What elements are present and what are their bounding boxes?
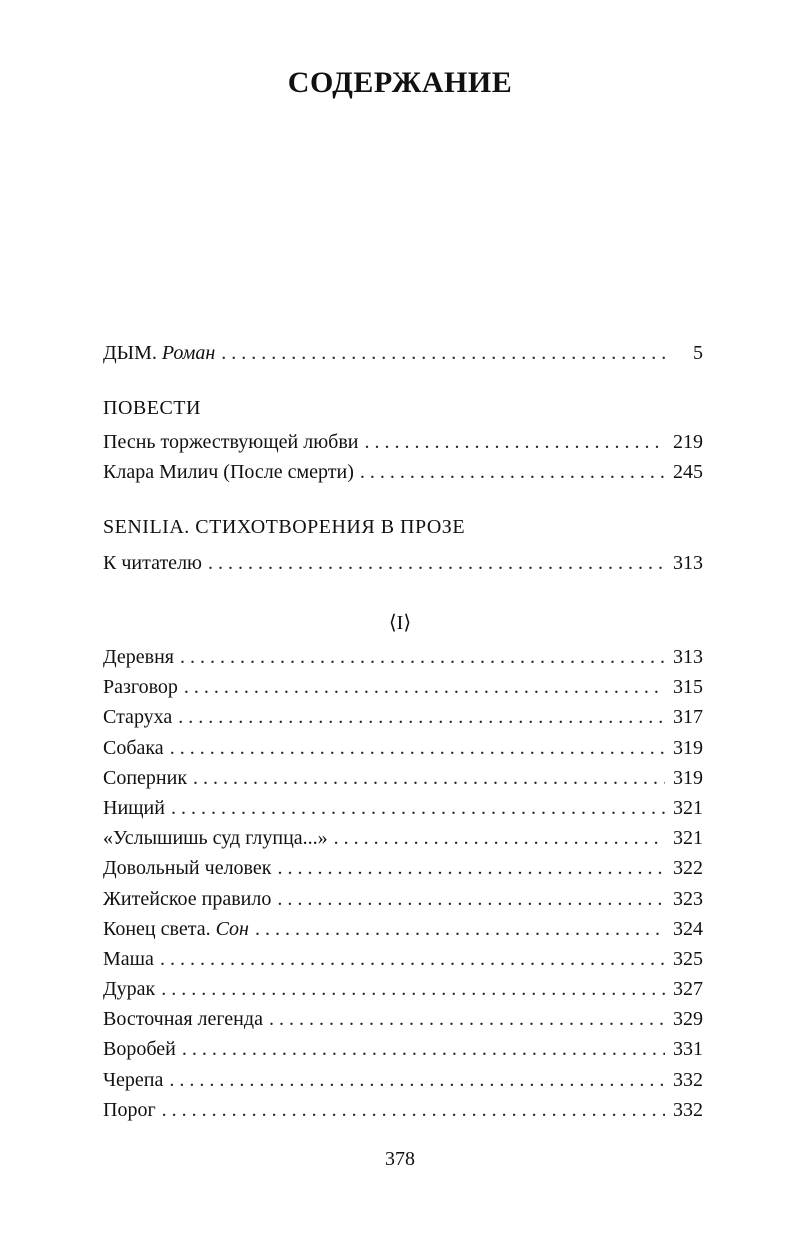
toc-entry[interactable] bbox=[103, 733, 703, 763]
page-number: 219 bbox=[673, 431, 703, 453]
entry-title: Разговор bbox=[103, 676, 178, 699]
toc-section-part-one bbox=[103, 642, 703, 1125]
entry-subtitle: Сон bbox=[215, 917, 249, 940]
page-number: 5 bbox=[693, 342, 703, 364]
dot-leader bbox=[160, 944, 665, 974]
page-number: 319 bbox=[673, 736, 703, 759]
page-number: 323 bbox=[673, 887, 703, 910]
dot-leader bbox=[193, 763, 665, 793]
toc-entry[interactable] bbox=[103, 1034, 703, 1064]
toc-entry[interactable] bbox=[103, 427, 703, 457]
entry-title: Черепа bbox=[103, 1068, 164, 1091]
page-number: 327 bbox=[673, 978, 703, 1001]
entry-title: Житейское правило bbox=[103, 887, 272, 910]
toc-entry[interactable] bbox=[103, 548, 703, 578]
toc-section-senilia bbox=[103, 512, 703, 578]
toc-entry[interactable] bbox=[103, 944, 703, 974]
toc-entry[interactable] bbox=[103, 642, 703, 672]
entry-title: «Услышишь суд глупца...» bbox=[103, 827, 328, 850]
entry-title: Восточная легенда bbox=[103, 1008, 263, 1031]
dot-leader bbox=[178, 702, 665, 732]
dot-leader bbox=[170, 733, 665, 763]
entry-title: Песнь торжествующей любви bbox=[103, 431, 359, 453]
toc-novel bbox=[103, 338, 703, 368]
toc-entry[interactable] bbox=[103, 884, 703, 914]
dot-leader bbox=[208, 548, 665, 578]
dot-leader bbox=[255, 914, 665, 944]
entry-subtitle: Роман bbox=[161, 342, 216, 364]
dot-leader bbox=[221, 338, 665, 368]
page-number: 315 bbox=[673, 676, 703, 699]
entry-title: Дурак bbox=[103, 978, 156, 1001]
page-number: 245 bbox=[673, 461, 703, 484]
entry-title: Маша bbox=[103, 947, 154, 970]
page-number: 313 bbox=[673, 646, 703, 668]
dot-leader bbox=[334, 823, 665, 853]
page-number: 321 bbox=[673, 796, 703, 819]
toc-entry[interactable] bbox=[103, 793, 703, 823]
section-heading: ПОВЕСТИ bbox=[103, 397, 201, 419]
toc-entry[interactable] bbox=[103, 1065, 703, 1095]
page-folio: 378 bbox=[385, 1148, 415, 1170]
entry-title: Порог bbox=[103, 1098, 156, 1121]
toc-entry[interactable] bbox=[103, 823, 703, 853]
page-number: 319 bbox=[673, 766, 703, 789]
entry-title: Конец света. Сон bbox=[103, 917, 249, 940]
page-number: 317 bbox=[673, 706, 703, 729]
dot-leader bbox=[162, 1095, 665, 1125]
entry-title: Довольный человек bbox=[103, 857, 272, 880]
toc-section-povesti bbox=[103, 393, 703, 487]
page-number: 322 bbox=[673, 857, 703, 880]
dot-leader bbox=[277, 884, 665, 914]
dot-leader bbox=[184, 672, 665, 702]
toc-entry[interactable] bbox=[103, 763, 703, 793]
dot-leader bbox=[180, 642, 665, 672]
dot-leader bbox=[171, 793, 665, 823]
page-number: 324 bbox=[673, 917, 703, 940]
dot-leader bbox=[182, 1034, 665, 1064]
dot-leader bbox=[277, 853, 665, 883]
page-number: 313 bbox=[673, 552, 703, 574]
toc-entry[interactable] bbox=[103, 702, 703, 732]
entry-title: Клара Милич (После смерти) bbox=[103, 461, 354, 484]
page-number: 332 bbox=[673, 1068, 703, 1091]
entry-title: Собака bbox=[103, 736, 164, 759]
entry-title: Соперник bbox=[103, 766, 188, 789]
page-number: 329 bbox=[673, 1008, 703, 1031]
dot-leader bbox=[161, 974, 665, 1004]
toc-entry[interactable] bbox=[103, 1004, 703, 1034]
entry-title: Деревня bbox=[103, 646, 174, 668]
dot-leader bbox=[364, 427, 665, 457]
toc-entry[interactable] bbox=[103, 974, 703, 1004]
entry-title: ДЫМ. Роман bbox=[103, 342, 216, 364]
page-number: 321 bbox=[673, 827, 703, 850]
dot-leader bbox=[269, 1004, 665, 1034]
entry-title: Воробей bbox=[103, 1038, 176, 1061]
entry-title: Нищий bbox=[103, 796, 165, 819]
page-number: 331 bbox=[673, 1038, 703, 1061]
toc-entry[interactable] bbox=[103, 853, 703, 883]
page-title: СОДЕРЖАНИЕ bbox=[287, 66, 513, 99]
entry-title: Старуха bbox=[103, 706, 173, 729]
page-number: 332 bbox=[673, 1098, 703, 1121]
toc-entry[interactable] bbox=[103, 338, 703, 368]
dot-leader bbox=[169, 1065, 665, 1095]
section-heading: SENILIA. СТИХОТВОРЕНИЯ В ПРОЗЕ bbox=[103, 516, 466, 538]
page-number: 325 bbox=[673, 947, 703, 970]
toc-entry[interactable] bbox=[103, 672, 703, 702]
dot-leader bbox=[360, 457, 665, 487]
entry-title: К читателю bbox=[103, 552, 202, 574]
toc-entry[interactable] bbox=[103, 457, 703, 487]
subsection-heading: ⟨I⟩ bbox=[388, 612, 412, 634]
toc-entry[interactable] bbox=[103, 914, 703, 944]
toc-entry[interactable] bbox=[103, 1095, 703, 1125]
